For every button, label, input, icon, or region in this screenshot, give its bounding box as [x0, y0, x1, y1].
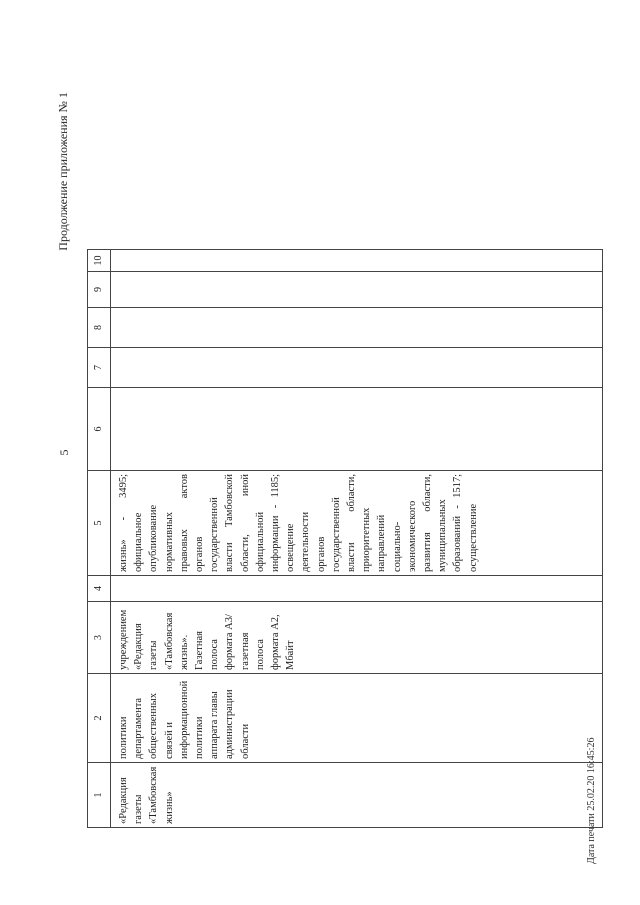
cell-organization: «Редакция газеты «Тамбовская жизнь»: [111, 763, 603, 828]
column-header: 2: [88, 674, 111, 763]
column-header: 4: [88, 576, 111, 602]
appendix-table: [87, 249, 603, 828]
column-header: 1: [88, 763, 111, 828]
cell-col10: [111, 250, 603, 272]
column-header: 7: [88, 348, 111, 388]
page-number: 5: [57, 449, 71, 456]
column-header: 5: [88, 471, 111, 576]
table-header-row: [88, 250, 111, 828]
cell-col9: [111, 272, 603, 308]
column-header: 6: [88, 388, 111, 471]
column-header: 9: [88, 272, 111, 308]
appendix-note: Продолжение приложения № 1: [56, 92, 70, 251]
column-header: 3: [88, 602, 111, 674]
cell-department: политики департамента общественных связей и информационной политики аппарата главы администрации области: [111, 674, 603, 763]
cell-col6: [111, 388, 603, 471]
cell-col4: [111, 576, 603, 602]
cell-col7: [111, 348, 603, 388]
cell-description: жизнь» - 3495; официальное опубликование нормативных правовых актов органов государственной власти Тамбовской области, иной официальной информации - 1185; освещение деятельности органов государственной власти области, приоритетных направлений социально-экономического развития области, муниципальных образований - 1517; осуществление: [111, 471, 603, 576]
table-row: [111, 250, 603, 828]
cell-col8: [111, 308, 603, 348]
print-date: Дата печати 25.02.20 16:45:26: [586, 737, 597, 864]
cell-institution: учреждением «Редакция газеты «Тамбовская жизнь». Газетная полоса формата А3/газетная полоса формата А2, Мбайт: [111, 602, 603, 674]
column-header: 10: [88, 250, 111, 272]
column-header: 8: [88, 308, 111, 348]
